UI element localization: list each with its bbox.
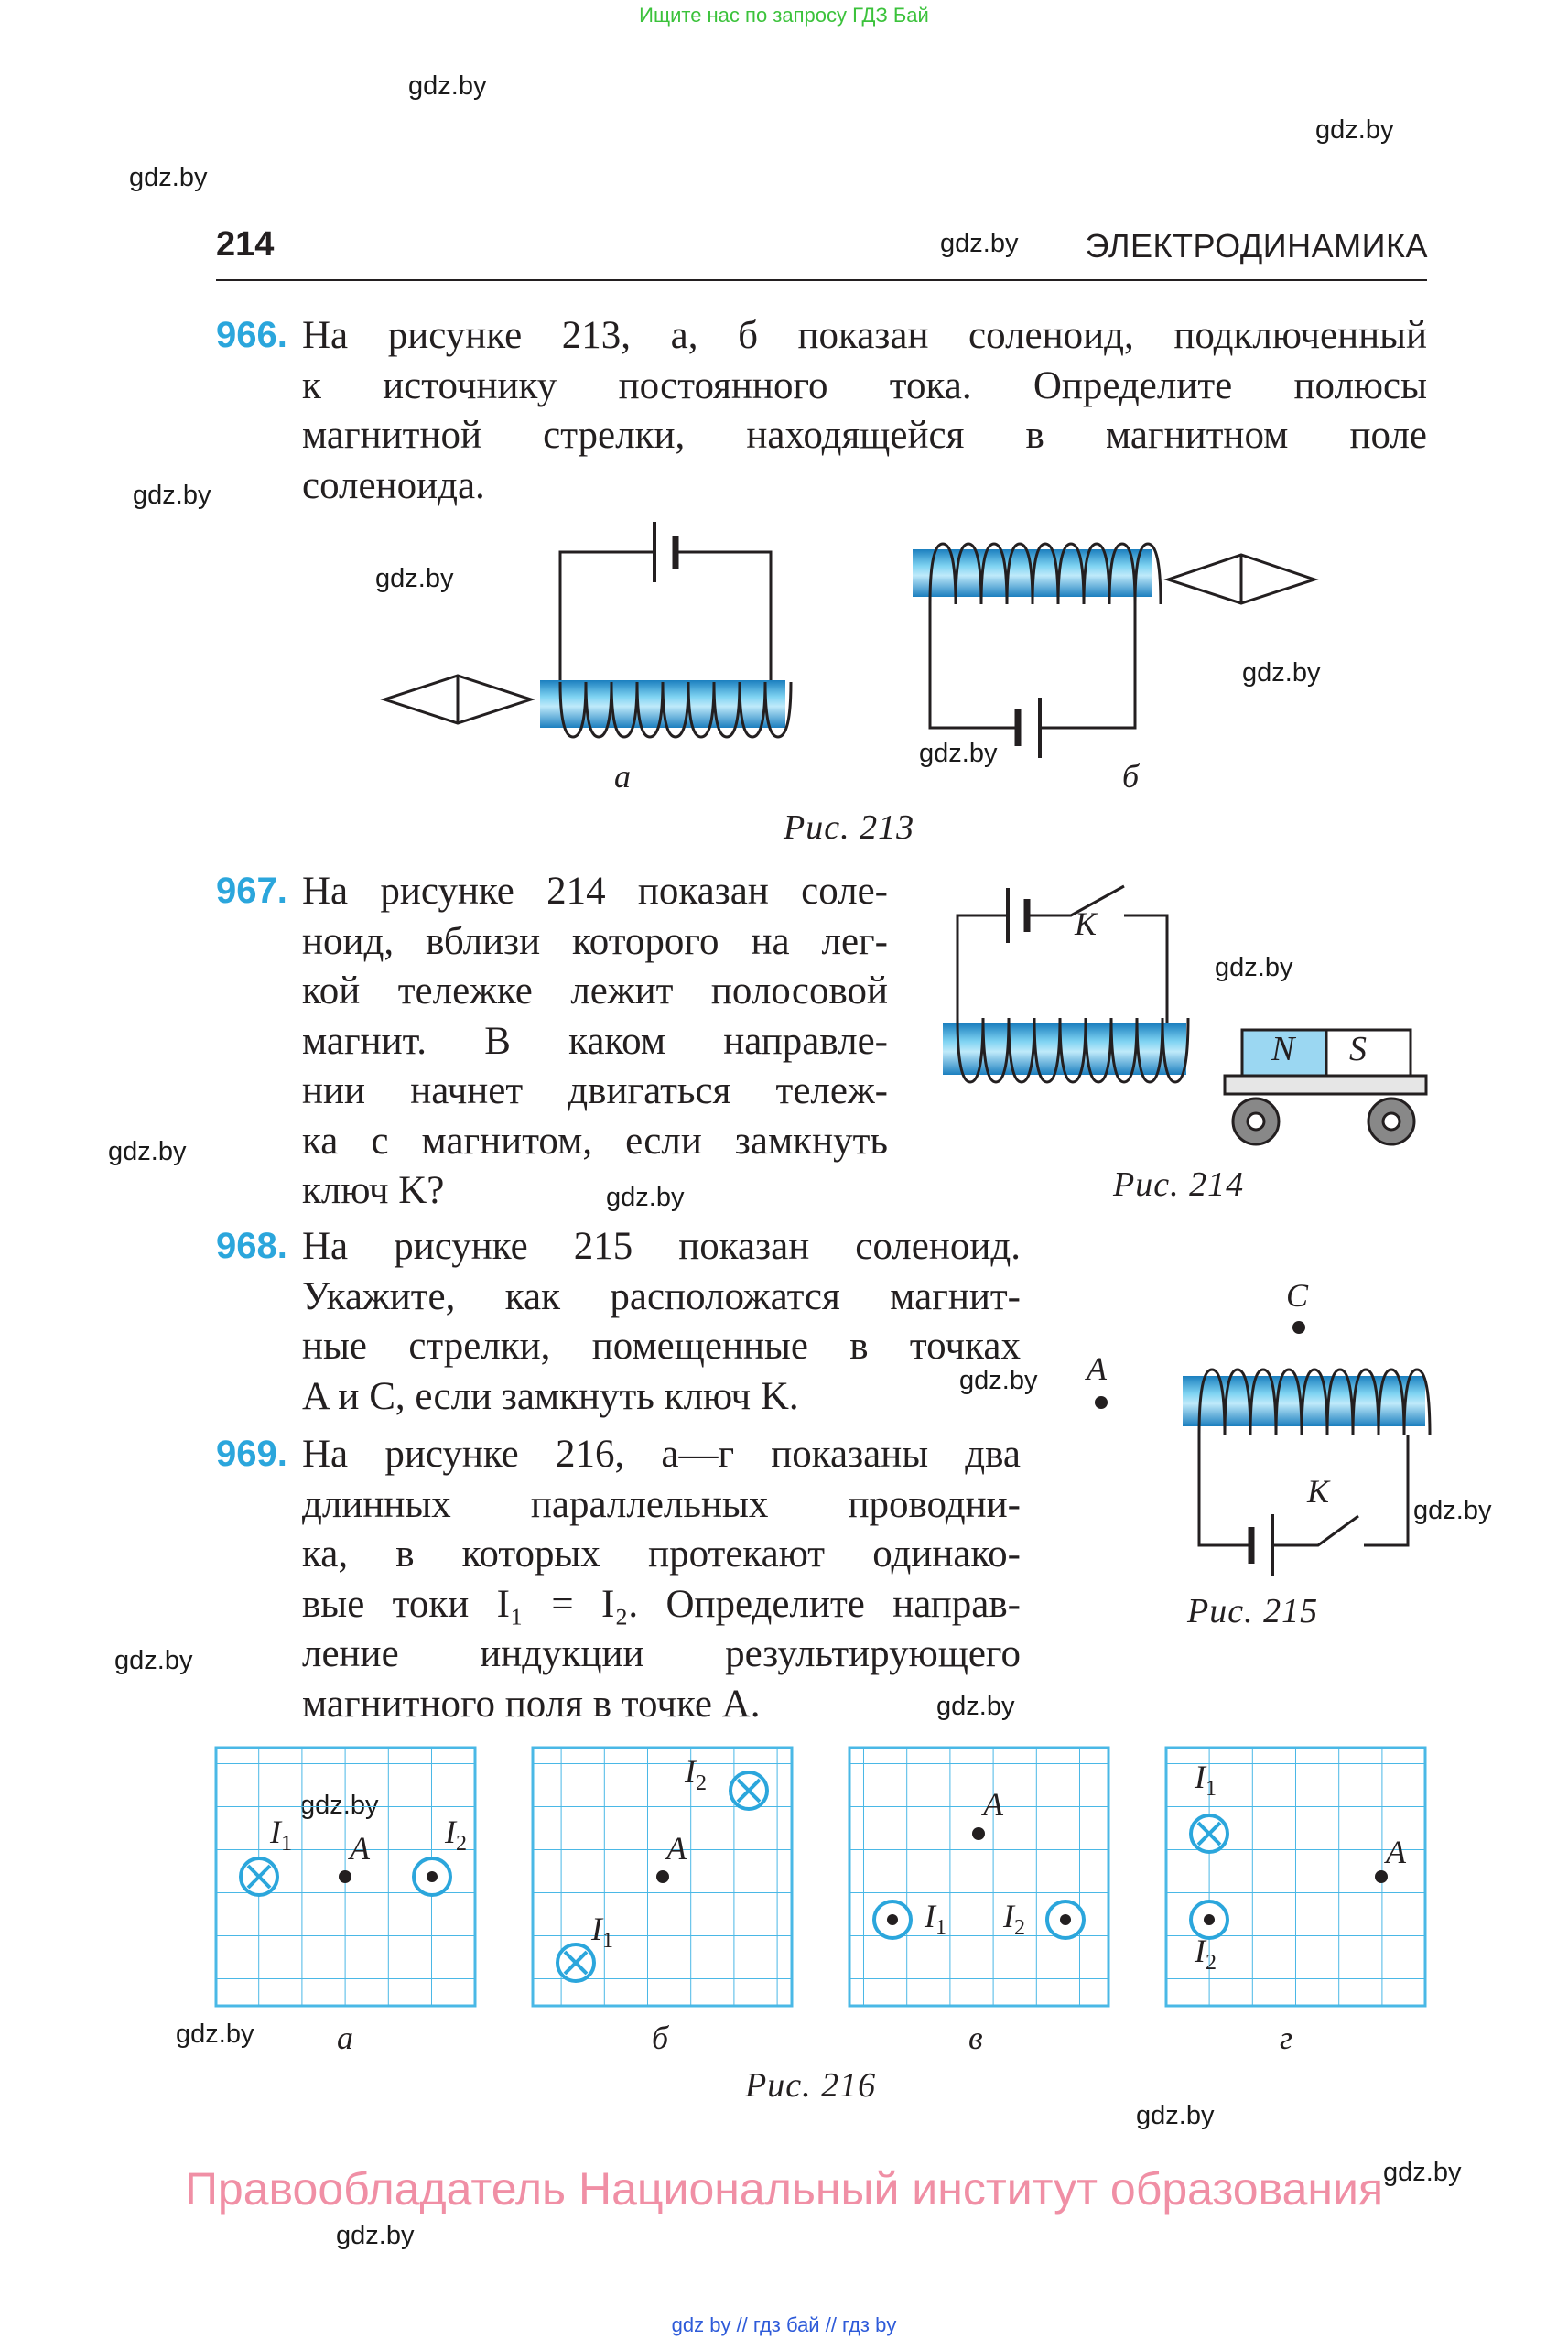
copyright-notice: Правообладатель Национальный институт образования	[184, 2163, 1384, 2215]
current-label	[591, 1910, 613, 1954]
current-symbol: I	[925, 1898, 935, 1934]
current-symbol: I	[591, 1911, 602, 1947]
watermark: gdz.by	[959, 1366, 1038, 1395]
panel-label: б	[652, 2020, 669, 2056]
watermark: gdz.by	[1383, 2158, 1462, 2187]
figure-caption: Рис. 213	[784, 808, 915, 847]
current-symbol: I	[445, 1814, 456, 1850]
problem-number: 969.	[216, 1434, 287, 1474]
text-line: ноид, вблизи которого на лег-	[302, 919, 888, 963]
grid-panel-v	[849, 1748, 1108, 2006]
panel-label: г	[1280, 2020, 1293, 2056]
current-label	[685, 1752, 707, 1796]
watermark: gdz.by	[408, 71, 487, 101]
current-out-icon	[1047, 1901, 1084, 1938]
text-line: Укажите, как расположатся магнит-	[302, 1274, 1021, 1318]
problem-number: 966.	[216, 315, 287, 355]
current-symbol: I	[685, 1753, 696, 1790]
text-line: ные стрелки, помещенные в точках	[302, 1325, 1021, 1368]
page-number: 214	[216, 225, 275, 264]
current-subscript: 1	[1206, 1777, 1217, 1802]
text-line: кой тележке лежит полосовой	[302, 969, 888, 1013]
grid-panel-a	[216, 1748, 475, 2006]
current-into-icon	[557, 1944, 594, 1981]
point-a-label: A	[350, 1830, 370, 1867]
watermark: gdz.by	[133, 481, 211, 510]
current-into-icon	[1191, 1815, 1227, 1852]
current-subscript: 2	[456, 1832, 467, 1857]
text-line: На рисунке 215 показан соленоид.	[302, 1225, 1021, 1268]
watermark: gdz.by	[1413, 1496, 1492, 1525]
watermark: gdz.by	[108, 1137, 187, 1166]
text-line: ление индукции результирующего	[302, 1632, 1021, 1675]
point-a-label: A	[666, 1830, 687, 1867]
figure-caption: Рис. 216	[745, 2066, 877, 2105]
magnet-n-label: N	[1271, 1030, 1295, 1068]
watermark: gdz.by	[919, 739, 998, 768]
key-label: K	[1307, 1473, 1330, 1510]
current-subscript: 2	[1206, 1951, 1217, 1976]
watermark: gdz.by	[606, 1183, 685, 1212]
text-line: ключ K?	[302, 1169, 445, 1212]
text-line: магнит. В каком направле-	[302, 1019, 888, 1063]
point-a-label: A	[1386, 1834, 1406, 1870]
text-line: ка с магнитом, если замкнуть	[302, 1119, 888, 1163]
text-line: длинных параллельных проводни-	[302, 1482, 1021, 1526]
watermark: gdz.by	[1242, 658, 1321, 688]
text-line: ка, в которых протекают одинако-	[302, 1532, 1021, 1576]
current-out-icon	[874, 1901, 911, 1938]
bottom-banner[interactable]: gdz by // гдз бай // гдз by	[671, 2313, 897, 2336]
panel-label: а	[337, 2020, 353, 2056]
grid-panel-b	[0, 0, 792, 2006]
current-label	[1195, 1932, 1217, 1976]
text-line: На рисунке 214 показан соле-	[302, 870, 888, 913]
current-label	[270, 1813, 292, 1857]
current-symbol: I	[1003, 1898, 1014, 1934]
section-title: ЭЛЕКТРОДИНАМИКА	[1085, 227, 1428, 265]
figure-caption: Рис. 214	[1113, 1165, 1245, 1204]
current-symbol: I	[1195, 1933, 1206, 1969]
watermark: gdz.by	[936, 1692, 1015, 1721]
problem-number: 967.	[216, 871, 287, 911]
point-a	[972, 1827, 985, 1840]
text-line: магнитного поля в точке A.	[302, 1682, 761, 1726]
current-into-icon	[241, 1858, 277, 1895]
watermark: gdz.by	[1315, 115, 1394, 145]
point-a	[656, 1870, 669, 1883]
text-line: На рисунке 216, а—г показаны два	[302, 1433, 1021, 1476]
current-symbol: I	[1195, 1759, 1206, 1795]
current-subscript: 2	[696, 1771, 707, 1796]
text-line: соленоида.	[302, 463, 485, 507]
current-subscript: 1	[602, 1929, 613, 1954]
watermark: gdz.by	[1136, 2101, 1215, 2130]
top-banner[interactable]: Ищите нас по запросу ГДЗ Бай	[639, 4, 929, 27]
watermark: gdz.by	[375, 564, 454, 593]
point-c-label: C	[1286, 1277, 1309, 1314]
current-out-icon	[414, 1858, 450, 1895]
text-line: На рисунке 213, а, б показан соленоид, подключенный	[302, 314, 1427, 357]
figure-label: а	[614, 758, 631, 795]
figure-label: б	[1122, 758, 1140, 795]
current-into-icon	[730, 1772, 767, 1809]
problem-number: 968.	[216, 1226, 287, 1266]
watermark: gdz.by	[1215, 953, 1293, 982]
current-label	[445, 1813, 467, 1857]
panel-label: в	[968, 2020, 983, 2056]
watermark: gdz.by	[176, 2020, 254, 2049]
figure-caption: Рис. 215	[1187, 1592, 1319, 1630]
current-symbol: I	[270, 1814, 281, 1850]
magnet-s-label: S	[1349, 1030, 1367, 1068]
text-line: магнитной стрелки, находящейся в магнитном поле	[302, 414, 1427, 457]
text-line: вые токи I₁ = I₂. Определите направ-	[302, 1582, 1021, 1626]
watermark: gdz.by	[940, 229, 1019, 258]
point-a-label: A	[983, 1786, 1003, 1823]
current-subscript: 1	[935, 1916, 946, 1941]
text-line: A и C, если замкнуть ключ K.	[302, 1374, 799, 1418]
current-subscript: 2	[1014, 1916, 1025, 1941]
current-subscript: 1	[281, 1832, 292, 1857]
text-line: нии начнет двигаться тележ-	[302, 1069, 888, 1112]
point-a	[1375, 1870, 1388, 1883]
watermark: gdz.by	[114, 1646, 193, 1675]
current-label	[1003, 1897, 1025, 1941]
point-a	[339, 1870, 351, 1883]
watermark: gdz.by	[336, 2221, 415, 2250]
text-line: к источнику постоянного тока. Определите полюсы	[302, 363, 1427, 407]
point-a-label: A	[1087, 1350, 1107, 1387]
current-label	[1195, 1758, 1217, 1802]
watermark: gdz.by	[129, 163, 208, 192]
key-label: K	[1075, 905, 1098, 942]
current-label	[925, 1897, 946, 1941]
